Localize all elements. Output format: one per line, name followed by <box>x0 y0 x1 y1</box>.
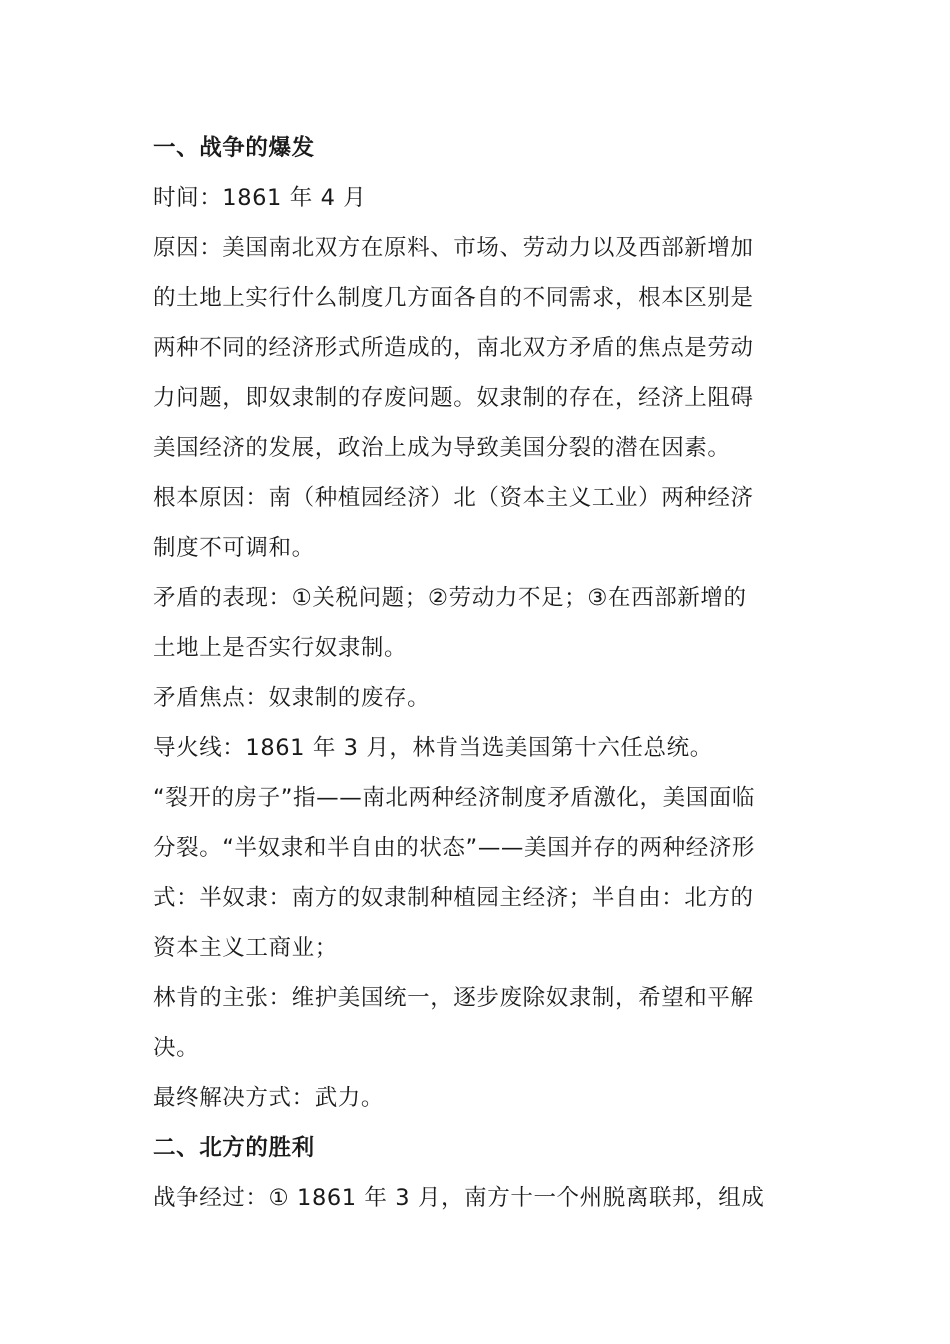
paragraph-war-course <box>153 1173 803 1223</box>
paragraph-divided-house <box>153 773 803 973</box>
paragraph-line: 战争经过：① 1861 年 3 月，南方十一个州脱离联邦，组成 <box>153 1185 765 1211</box>
paragraph-line: 两种不同的经济形式所造成的，南北双方矛盾的焦点是劳动 <box>153 335 754 361</box>
paragraph-line: 力问题，即奴隶制的存废问题。奴隶制的存在，经济上阻碍 <box>153 385 754 411</box>
paragraph-lincoln-position <box>153 973 803 1073</box>
paragraph-line: “裂开的房子”指——南北两种经济制度矛盾激化，美国面临 <box>153 785 756 811</box>
paragraph-line: 最终解决方式：武力。 <box>153 1085 385 1111</box>
paragraph-line: 资本主义工商业； <box>153 935 338 961</box>
paragraph-line: 决。 <box>153 1035 200 1061</box>
paragraph-line: 式：半奴隶：南方的奴隶制种植园主经济；半自由：北方的 <box>153 885 754 911</box>
paragraph-line: 时间：1861 年 4 月 <box>153 185 367 211</box>
paragraph-line: 土地上是否实行奴隶制。 <box>153 635 408 661</box>
paragraph-line: 矛盾的表现：①关税问题；②劳动力不足；③在西部新增的 <box>153 585 747 611</box>
paragraph-time <box>153 173 803 223</box>
paragraph-conflict-focus <box>153 673 803 723</box>
paragraph-conflict-manifestation <box>153 573 803 673</box>
section-heading-text: 二、北方的胜利 <box>153 1135 315 1161</box>
paragraph-line: 导火线：1861 年 3 月，林肯当选美国第十六任总统。 <box>153 735 713 761</box>
paragraph-line: 分裂。“半奴隶和半自由的状态”——美国并存的两种经济形 <box>153 835 756 861</box>
document-body <box>153 123 803 1223</box>
paragraph-cause <box>153 223 803 473</box>
paragraph-final-resolution <box>153 1073 803 1123</box>
paragraph-line: 矛盾焦点：奴隶制的废存。 <box>153 685 431 711</box>
section-heading <box>153 1123 803 1173</box>
paragraph-trigger <box>153 723 803 773</box>
paragraph-line: 原因：美国南北双方在原料、市场、劳动力以及西部新增加 <box>153 235 754 261</box>
section-heading <box>153 123 803 173</box>
paragraph-line: 制度不可调和。 <box>153 535 315 561</box>
paragraph-line: 根本原因：南（种植园经济）北（资本主义工业）两种经济 <box>153 485 754 511</box>
paragraph-line: 美国经济的发展，政治上成为导致美国分裂的潜在因素。 <box>153 435 731 461</box>
paragraph-root-cause <box>153 473 803 573</box>
paragraph-line: 林肯的主张：维护美国统一，逐步废除奴隶制，希望和平解 <box>153 985 754 1011</box>
section-heading-text: 一、战争的爆发 <box>153 135 315 161</box>
paragraph-line: 的土地上实行什么制度几方面各自的不同需求，根本区别是 <box>153 285 754 311</box>
